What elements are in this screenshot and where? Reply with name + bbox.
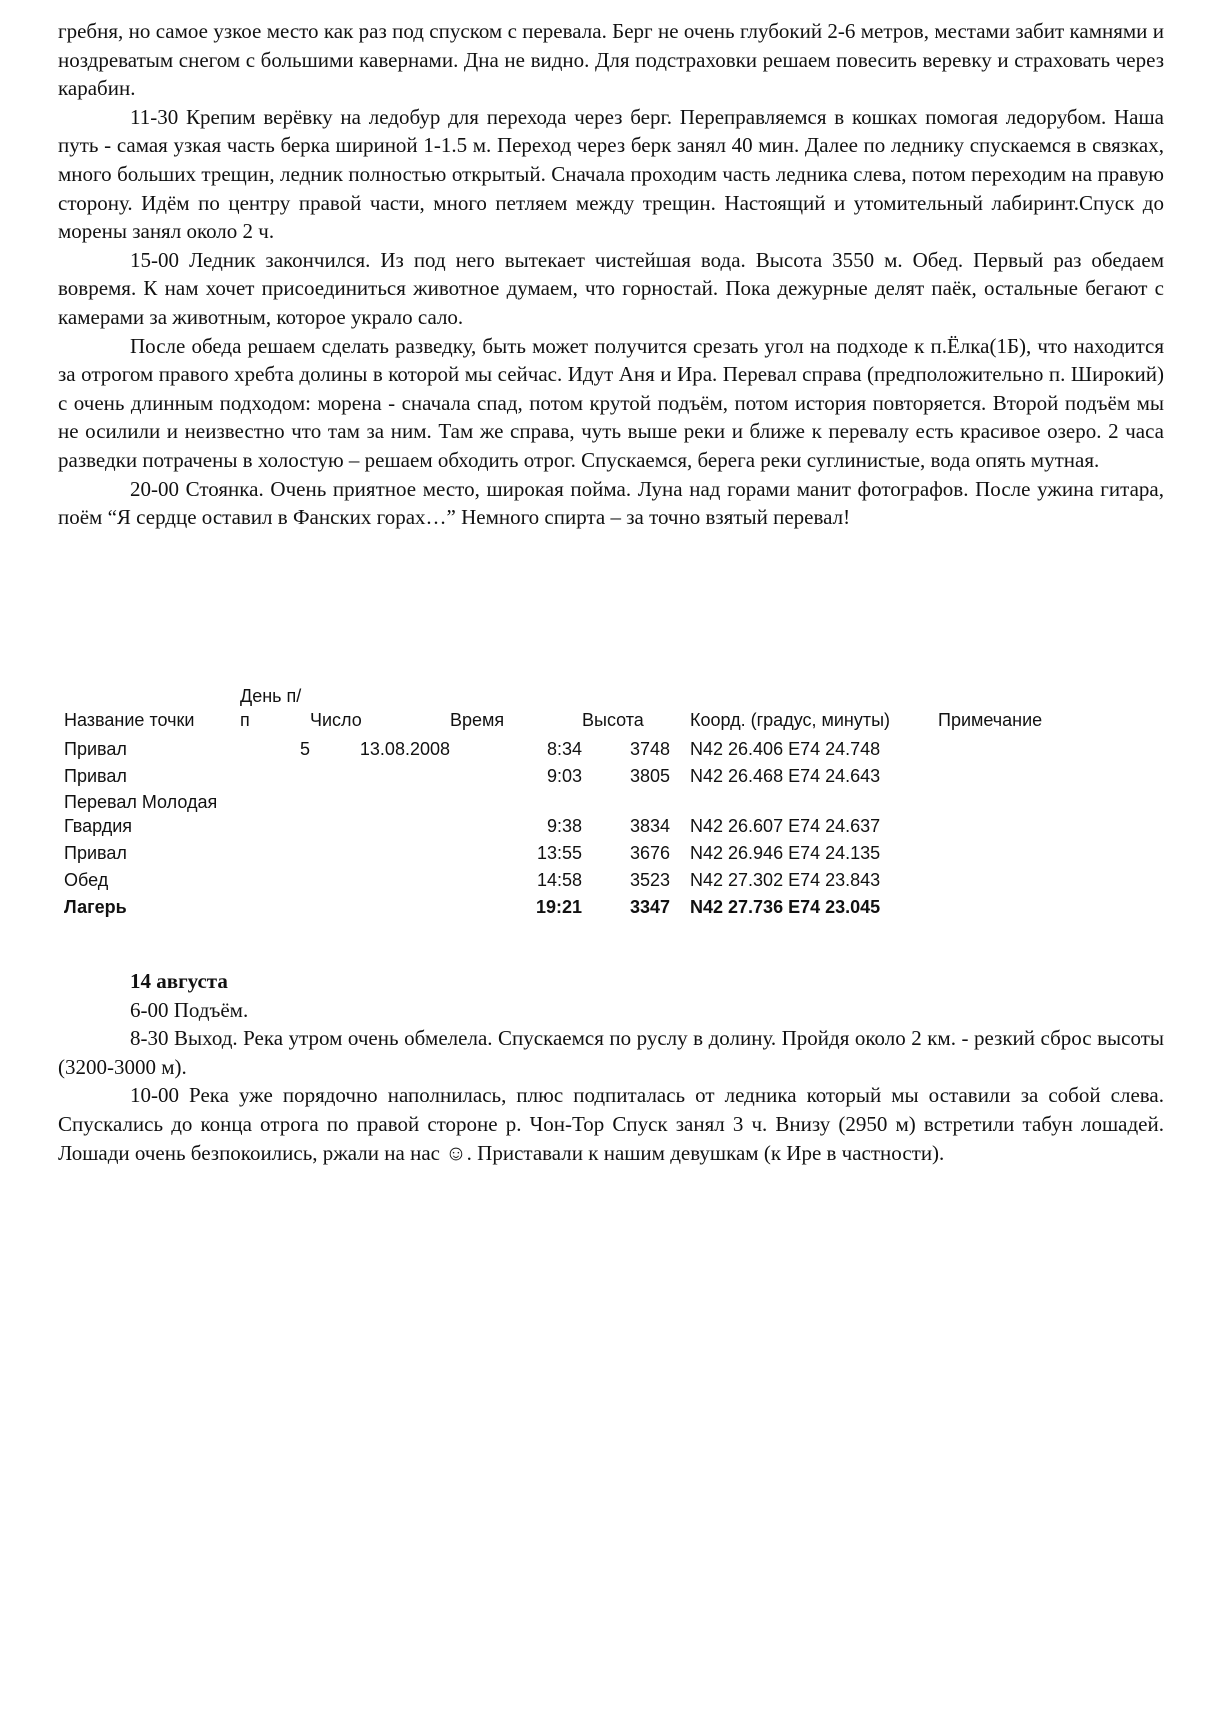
cell-name: Привал [64, 739, 127, 759]
paragraph: 11-30 Крепим верёвку на ледобур для перехода через берг. Переправляемся в кошках помогая ледорубом. Наша путь - самая узкая часть берка шириной 1-1.5 м. Переход через берк занял 40 мин. Далее по леднику спускаемся в связках, много больших трещин, ледник полностью открытый. Сначала проходим часть ледника слева, потом переходим на правую сторону. Идём по центру правой части, много петляем между трещин. Настоящий и утомительный лабиринт.Спуск до морены занял около 2 ч. [58, 104, 1164, 244]
cell-time: 9:03 [546, 766, 582, 786]
cell-note [938, 734, 1088, 761]
cell-time: 14:58 [536, 870, 582, 890]
table-row [64, 838, 1088, 865]
cell-time: 19:21 [535, 897, 582, 917]
cell-note [938, 838, 1088, 865]
cell-day [240, 838, 310, 865]
table-header-row [64, 684, 1088, 734]
cell-time: 8:34 [546, 739, 582, 759]
cell-date [310, 761, 450, 788]
cell-note [938, 865, 1088, 892]
paragraph: 10-00 Река уже порядочно наполнилась, плюс подпиталась от ледника который мы оставили за собой слева. Спускались до конца отрога по правой стороне р. Чон-Тор Спуск занял 3 ч. Внизу (2950 м) встретили табун лошадей. Лошади очень безпокоились, ржали на нас ☺. Приставали к нашим девушкам (к Ире в частности). [58, 1083, 1164, 1165]
cell-date [310, 838, 450, 865]
cell-coords: N42 26.468 E74 24.643 [690, 766, 881, 786]
cell-name: Лагерь [64, 897, 127, 917]
paragraph: 20-00 Стоянка. Очень приятное место, широкая пойма. Луна над горами манит фотографов. После ужина гитара, поём “Я сердце оставил в Фанских горах…” Немного спирта – за точно взятый перевал! [58, 476, 1164, 530]
route-table [64, 684, 1088, 919]
cell-date: 13.08.2008 [359, 739, 450, 759]
header-name: Название точки [64, 710, 195, 730]
paragraph: 15-00 Ледник закончился. Из под него вытекает чистейшая вода. Высота 3550 м. Обед. Первый раз обедаем вовремя. К нам хочет присоединиться животное думаем, что горностай. Пока дежурные делят паёк, остальные бегают с камерами за животным, которое украло сало. [58, 247, 1164, 329]
cell-note [938, 788, 1088, 838]
cell-name: Перевал Молодая Гвардия [64, 792, 218, 836]
paragraph: После обеда решаем сделать разведку, быть может получится срезать угол на подходе к п.Ёлка(1Б), что находится за отрогом правого хребта долины в которой мы сейчас. Идут Аня и Ира. Перевал справа (предположительно п. Широкий) с очень длинным подходом: морена - сначала спад, потом крутой подъём, потом история повторяется. Второй подъём мы не осилили и неизвестно что там за ним. Там же справа, чуть выше реки и ближе к перевалу есть красивое озеро. 2 часа разведки потрачены в холостую – решаем обходить отрог. Спускаемся, берега реки суглинистые, вода опять мутная. [58, 333, 1164, 472]
cell-time: 9:38 [546, 816, 582, 836]
header-altitude: Высота [582, 710, 644, 730]
table-row [64, 892, 1088, 919]
cell-altitude: 3676 [629, 843, 670, 863]
cell-name: Привал [64, 766, 127, 786]
cell-date [310, 892, 450, 919]
table-row [64, 761, 1088, 788]
cell-time: 13:55 [536, 843, 582, 863]
cell-coords: N42 26.946 E74 24.135 [690, 843, 881, 863]
cell-day: 5 [299, 739, 310, 759]
cell-day [240, 788, 310, 838]
table-row [64, 788, 1088, 838]
header-note: Примечание [938, 710, 1043, 730]
cell-altitude: 3523 [629, 870, 670, 890]
text-block-top [58, 17, 1164, 532]
cell-day [240, 865, 310, 892]
header-coords: Коорд. (градус, минуты) [690, 710, 891, 730]
table-row [64, 865, 1088, 892]
paragraph: гребня, но самое узкое место как раз под спуском с перевала. Берг не очень глубокий 2-6 метров, местами забит камнями и ноздреватым снегом с большими кавернами. Дна не видно. Для подстраховки решаем повесить веревку и страховать через карабин. [58, 19, 1164, 101]
header-time: Время [450, 710, 505, 730]
paragraph: 8-30 Выход. Река утром очень обмелела. Спускаемся по руслу в долину. Пройдя около 2 км. - резкий сброс высоты (3200-3000 м). [58, 1026, 1164, 1079]
cell-day [240, 761, 310, 788]
cell-coords: N42 27.302 E74 23.843 [690, 870, 881, 890]
cell-date [310, 788, 450, 838]
cell-altitude: 3347 [629, 897, 670, 917]
cell-coords: N42 27.736 E74 23.045 [690, 897, 881, 917]
cell-date [310, 865, 450, 892]
table-row [64, 734, 1088, 761]
cell-altitude: 3805 [629, 766, 670, 786]
cell-altitude: 3748 [629, 739, 670, 759]
cell-note [938, 761, 1088, 788]
paragraph: 6-00 Подъём. [130, 997, 249, 1022]
cell-day [240, 892, 310, 919]
text-block-bottom [58, 967, 1164, 1167]
cell-coords: N42 26.406 E74 24.748 [690, 739, 881, 759]
cell-altitude: 3834 [629, 816, 670, 836]
header-date: Число [310, 710, 362, 730]
day-heading: 14 августа [130, 969, 228, 993]
cell-name: Привал [64, 843, 127, 863]
cell-name: Обед [64, 870, 109, 890]
header-day: День п/п [240, 686, 302, 730]
cell-note [938, 892, 1088, 919]
cell-coords: N42 26.607 E74 24.637 [690, 816, 881, 836]
